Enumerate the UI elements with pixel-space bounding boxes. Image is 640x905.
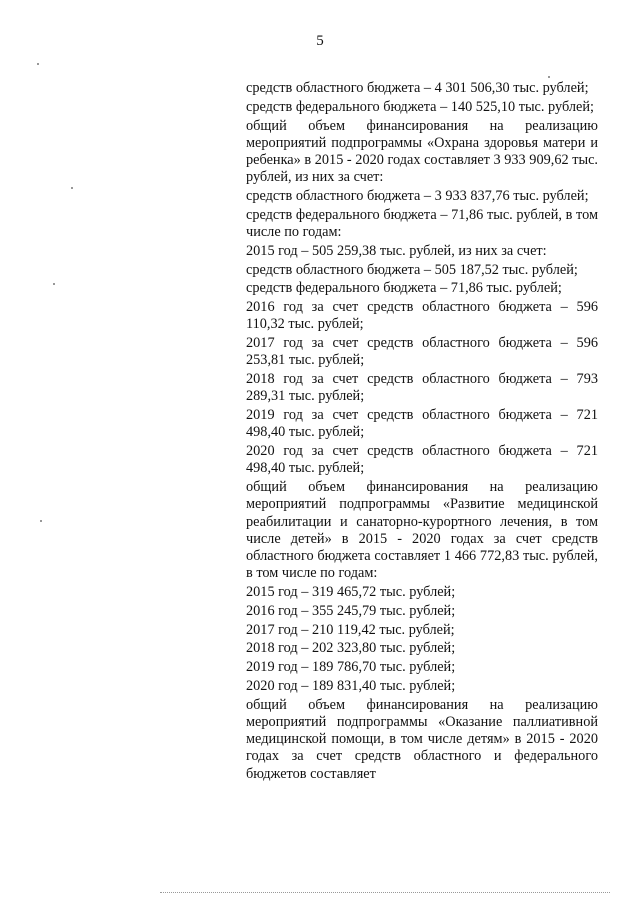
scan-speck — [37, 63, 39, 65]
paragraph: 2016 год за счет средств областного бюджета – 596 110,32 тыс. рублей; — [246, 299, 598, 333]
page-number: 5 — [316, 33, 324, 49]
paragraph: 2015 год – 505 259,38 тыс. рублей, из них за счет: — [246, 242, 547, 259]
paragraph: 2017 год – 210 119,42 тыс. рублей; — [246, 621, 455, 638]
paragraph: средств федерального бюджета – 71,86 тыс. рублей, в том числе по годам: — [246, 206, 598, 240]
paragraph: 2016 год – 355 245,79 тыс. рублей; — [246, 602, 456, 619]
paragraph: 2018 год за счет средств областного бюджета – 793 289,31 тыс. рублей; — [246, 371, 598, 405]
paragraph: средств федерального бюджета – 71,86 тыс. рублей; — [246, 280, 562, 297]
paragraph: средств областного бюджета – 4 301 506,30 тыс. рублей; — [246, 80, 589, 96]
paragraph: средств федерального бюджета – 140 525,10 тыс. рублей; — [246, 98, 594, 115]
scan-speck — [53, 283, 55, 285]
paragraph: средств областного бюджета – 505 187,52 тыс. рублей; — [246, 261, 578, 278]
paragraph: общий объем финансирования на реализацию мероприятий подпрограммы «Оказание паллиативной медицинской помощи, в том числе детям» в 2015 - 2020 годах за счет средств областного и федерального бюджетов составляет — [246, 696, 598, 782]
paragraph: 2019 год – 189 786,70 тыс. рублей; — [246, 659, 456, 676]
paragraph: общий объем финансирования на реализацию мероприятий подпрограммы «Развитие медицинской реабилитации и санаторно-курортного лечения, в том числе детей» в 2015 - 2020 годах за счет средств областного бюджета составляет 1 466 772,83 тыс. рублей, в том числе по годам: — [246, 479, 598, 582]
document-body — [246, 80, 598, 783]
scan-edge-line — [160, 892, 610, 894]
scan-speck — [71, 187, 73, 189]
scan-speck — [548, 76, 550, 78]
paragraph: общий объем финансирования на реализацию мероприятий подпрограммы «Охрана здоровья матери и ребенка» в 2015 - 2020 годах составляет 3 933 909,62 тыс. рублей, из них за счет: — [246, 117, 598, 186]
paragraph: 2018 год – 202 323,80 тыс. рублей; — [246, 640, 456, 657]
paragraph: 2017 год за счет средств областного бюджета – 596 253,81 тыс. рублей; — [246, 335, 598, 369]
paragraph: средств областного бюджета – 3 933 837,76 тыс. рублей; — [246, 188, 589, 204]
paragraph: 2020 год – 189 831,40 тыс. рублей; — [246, 677, 456, 694]
scan-speck — [40, 520, 42, 522]
paragraph: 2015 год – 319 465,72 тыс. рублей; — [246, 584, 456, 600]
paragraph: 2019 год за счет средств областного бюджета – 721 498,40 тыс. рублей; — [246, 407, 598, 441]
paragraph: 2020 год за счет средств областного бюджета – 721 498,40 тыс. рублей; — [246, 443, 598, 477]
